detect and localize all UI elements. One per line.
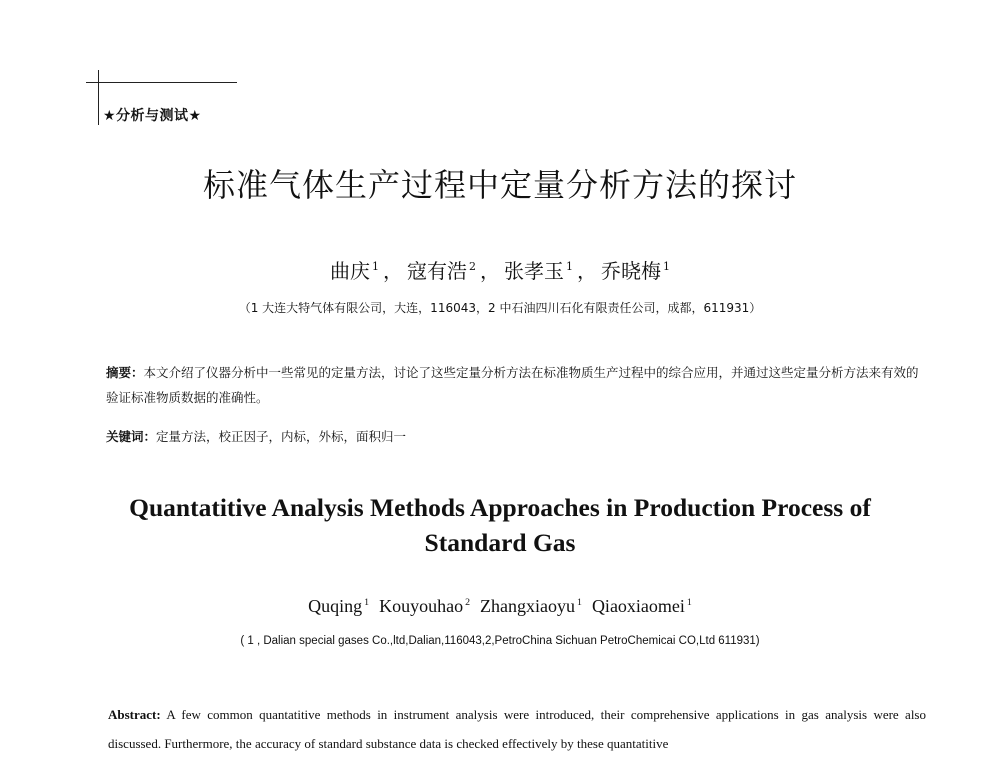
cn-author-1-mark: 1 [372,259,379,273]
cn-keywords-text: 定量方法，校正因子，内标，外标，面积归一 [156,429,407,444]
chinese-keywords [106,427,926,445]
chinese-abstract [106,360,926,410]
en-author-3-name: Zhangxiaoyu [480,596,575,616]
chinese-affiliation: （1 大连大特气体有限公司，大连，116043，2 中石油四川石化有限责任公司，成都，611931） [238,301,762,315]
english-affiliation: ( 1 , Dalian special gases Co.,ltd,Dalian,116043,2,PetroChina Sichuan PetroChemicai CO,Ltd 611931) [240,635,760,647]
en-abstract-label: Abstract: [108,707,161,722]
header-rule-horizontal [86,82,237,83]
en-author-1-name: Quqing [308,596,363,616]
header-rule-vertical [98,70,99,125]
cn-author-3-mark: 1 [566,259,573,273]
cn-author-2-name: 寇有浩 [407,259,467,283]
cn-abstract-label: 摘要： [106,365,144,380]
en-author-2 [379,596,470,616]
cn-author-1-name: 曲庆 [330,259,370,283]
cn-author-sep-3: ， [577,259,597,283]
en-author-4-name: Qiaoxiaomei [591,596,685,616]
cn-author-3 [504,259,573,283]
cn-author-2-mark: 2 [469,259,476,273]
en-author-4-mark: 1 [686,596,692,608]
en-author-2-name: Kouyouhao [379,596,464,616]
cn-author-sep-1: ， [383,259,403,283]
english-authors [0,596,1000,617]
cn-author-2 [407,259,476,283]
cn-author-4 [601,259,670,283]
en-author-3-mark: 1 [577,596,582,608]
en-author-1 [308,596,369,616]
cn-author-sep-2: ， [480,259,500,283]
cn-author-4-name: 乔晓梅 [601,259,661,283]
en-abstract-text: A few common quantatitive methods in instrument analysis were introduced, their comprehensive applications in gas analysis were also discussed. Furthermore, the accuracy of standard substance data is checked effectively by these quantatitive [108,707,926,751]
english-title: Quantatitive Analysis Methods Approaches in Production Process of Standard Gas [129,493,871,557]
chinese-title: 标准气体生产过程中定量分析方法的探讨 [202,166,797,204]
cn-author-4-mark: 1 [663,259,670,273]
en-author-3 [480,596,582,616]
en-author-2-mark: 2 [465,596,471,608]
cn-keywords-label: 关键词： [106,429,157,444]
cn-author-3-name: 张孝玉 [504,259,564,283]
chinese-authors [0,255,1000,284]
en-author-4 [592,596,692,616]
column-tag: ★分析与测试★ [103,108,202,124]
cn-abstract-text: 本文介绍了仪器分析中一些常见的定量方法，讨论了这些定量分析方法在标准物质生产过程中的综合应用，并通过这些定量分析方法来有效的验证标准物质数据的准确性。 [106,365,919,405]
english-abstract [108,700,926,758]
en-author-1-mark: 1 [364,596,370,608]
cn-author-1 [330,259,379,283]
